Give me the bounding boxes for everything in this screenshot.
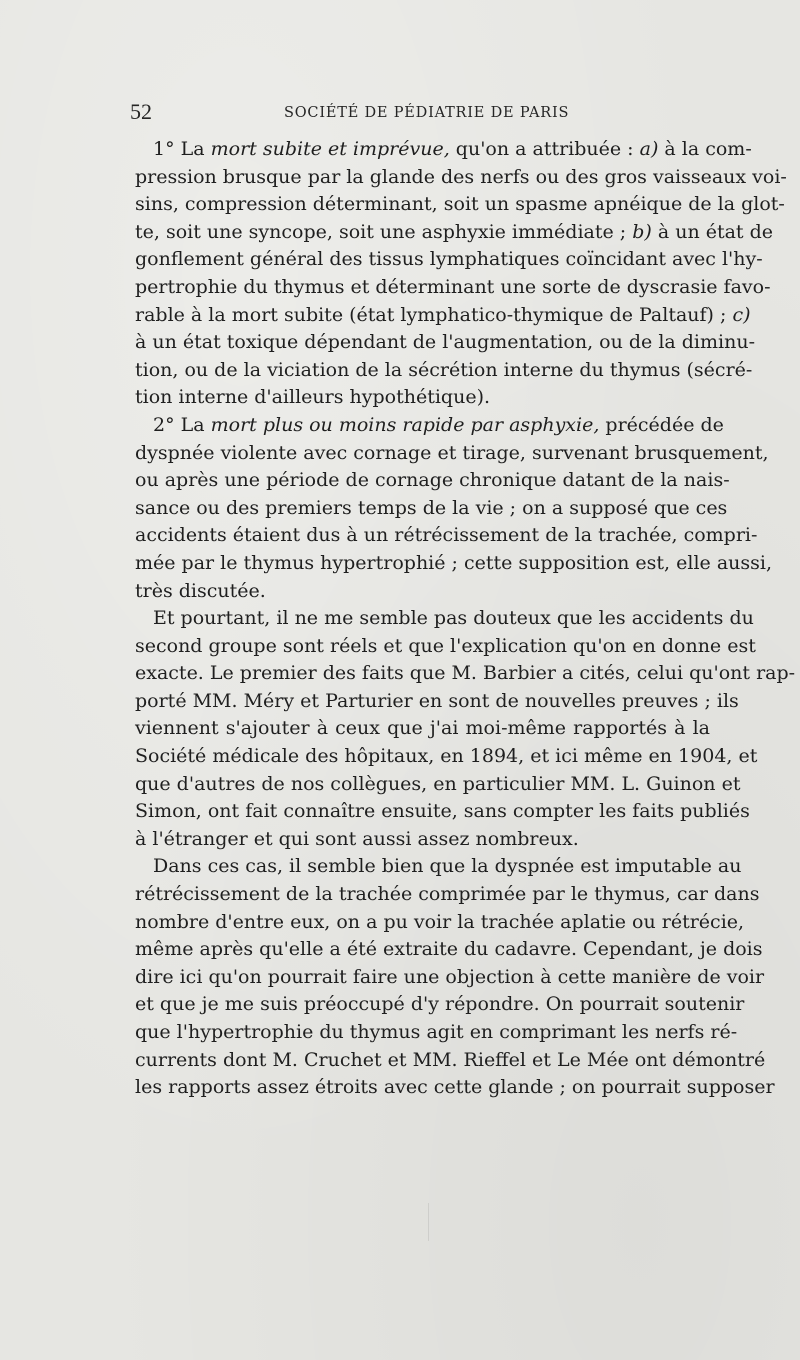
- text-line: rable à la mort subite (état lymphatico-thymique de Paltauf) ; c): [135, 303, 751, 326]
- page-number: 52: [130, 99, 152, 124]
- text-line: que l'hypertrophie du thymus agit en comprimant les nerfs ré-: [135, 1021, 738, 1043]
- text-line: à un état toxique dépendant de l'augmentation, ou de la diminu-: [135, 331, 755, 354]
- text-line: ou après une période de cornage chronique datant de la nais-: [135, 469, 730, 492]
- text-line: nombre d'entre eux, on a pu voir la trachée aplatie ou rétrécie,: [135, 910, 745, 933]
- paper-blemish: [428, 1203, 429, 1241]
- text-line: sins, compression déterminant, soit un spasme apnéique de la glot-: [135, 193, 785, 216]
- text-line: dire ici qu'on pourrait faire une objection à cette manière de voir: [135, 965, 765, 988]
- text-line: pression brusque par la glande des nerfs ou des gros vaisseaux voi-: [135, 165, 787, 188]
- text-line: porté MM. Méry et Parturier en sont de nouvelles preuves ; ils: [135, 689, 739, 712]
- running-title: SOCIÉTÉ DE PÉDIATRIE DE PARIS: [284, 105, 570, 121]
- text-line: Et pourtant, il ne me semble pas douteux que les accidents du: [153, 607, 754, 630]
- text-line: te, soit une syncope, soit une asphyxie immédiate ; b) à un état de: [135, 220, 774, 243]
- text-line: 2° La mort plus ou moins rapide par asphyxie, précédée de: [153, 413, 724, 436]
- text-line: viennent s'ajouter à ceux que j'ai moi-même rapportés à la: [135, 717, 710, 740]
- text-line: mée par le thymus hypertrophié ; cette supposition est, elle aussi,: [135, 551, 773, 574]
- text-line: rétrécissement de la trachée comprimée par le thymus, car dans: [135, 883, 760, 906]
- text-line: Dans ces cas, il semble bien que la dyspnée est imputable au: [153, 855, 742, 878]
- text-line: très discutée.: [135, 579, 266, 602]
- text-line: Société médicale des hôpitaux, en 1894, et ici même en 1904, et: [135, 745, 758, 768]
- text-line: et que je me suis préoccupé d'y répondre. On pourrait soutenir: [135, 993, 745, 1016]
- text-line: que d'autres de nos collègues, en particulier MM. L. Guinon et: [135, 772, 741, 795]
- text-line: exacte. Le premier des faits que M. Barbier a cités, celui qu'ont rap-: [135, 662, 796, 685]
- text-line: currents dont M. Cruchet et MM. Rieffel et Le Mée ont démontré: [135, 1048, 766, 1071]
- text-line: accidents étaient dus à un rétrécissement de la trachée, compri-: [135, 524, 758, 547]
- text-line: second groupe sont réels et que l'explication qu'on en donne est: [135, 634, 756, 657]
- text-line: sance ou des premiers temps de la vie ; on a supposé que ces: [135, 496, 728, 519]
- text-line: 1° La mort subite et imprévue, qu'on a attribuée : a) à la com-: [153, 138, 752, 160]
- text-line: les rapports assez étroits avec cette glande ; on pourrait supposer: [135, 1076, 775, 1099]
- text-line: gonflement général des tissus lymphatiques coïncidant avec l'hy-: [135, 248, 763, 271]
- text-line: tion interne d'ailleurs hypothétique).: [135, 386, 491, 409]
- body-text: [135, 136, 796, 1102]
- text-line: tion, ou de la viciation de la sécrétion interne du thymus (sécré-: [135, 358, 753, 381]
- text-line: à l'étranger et qui sont aussi assez nombreux.: [135, 827, 579, 850]
- page-header: [130, 99, 710, 125]
- text-line: Simon, ont fait connaître ensuite, sans compter les faits publiés: [135, 800, 750, 823]
- text-line: dyspnée violente avec cornage et tirage, survenant brusquement,: [135, 441, 769, 464]
- text-line: pertrophie du thymus et déterminant une sorte de dyscrasie favo-: [135, 275, 771, 298]
- text-line: même après qu'elle a été extraite du cadavre. Cependant, je dois: [135, 938, 763, 961]
